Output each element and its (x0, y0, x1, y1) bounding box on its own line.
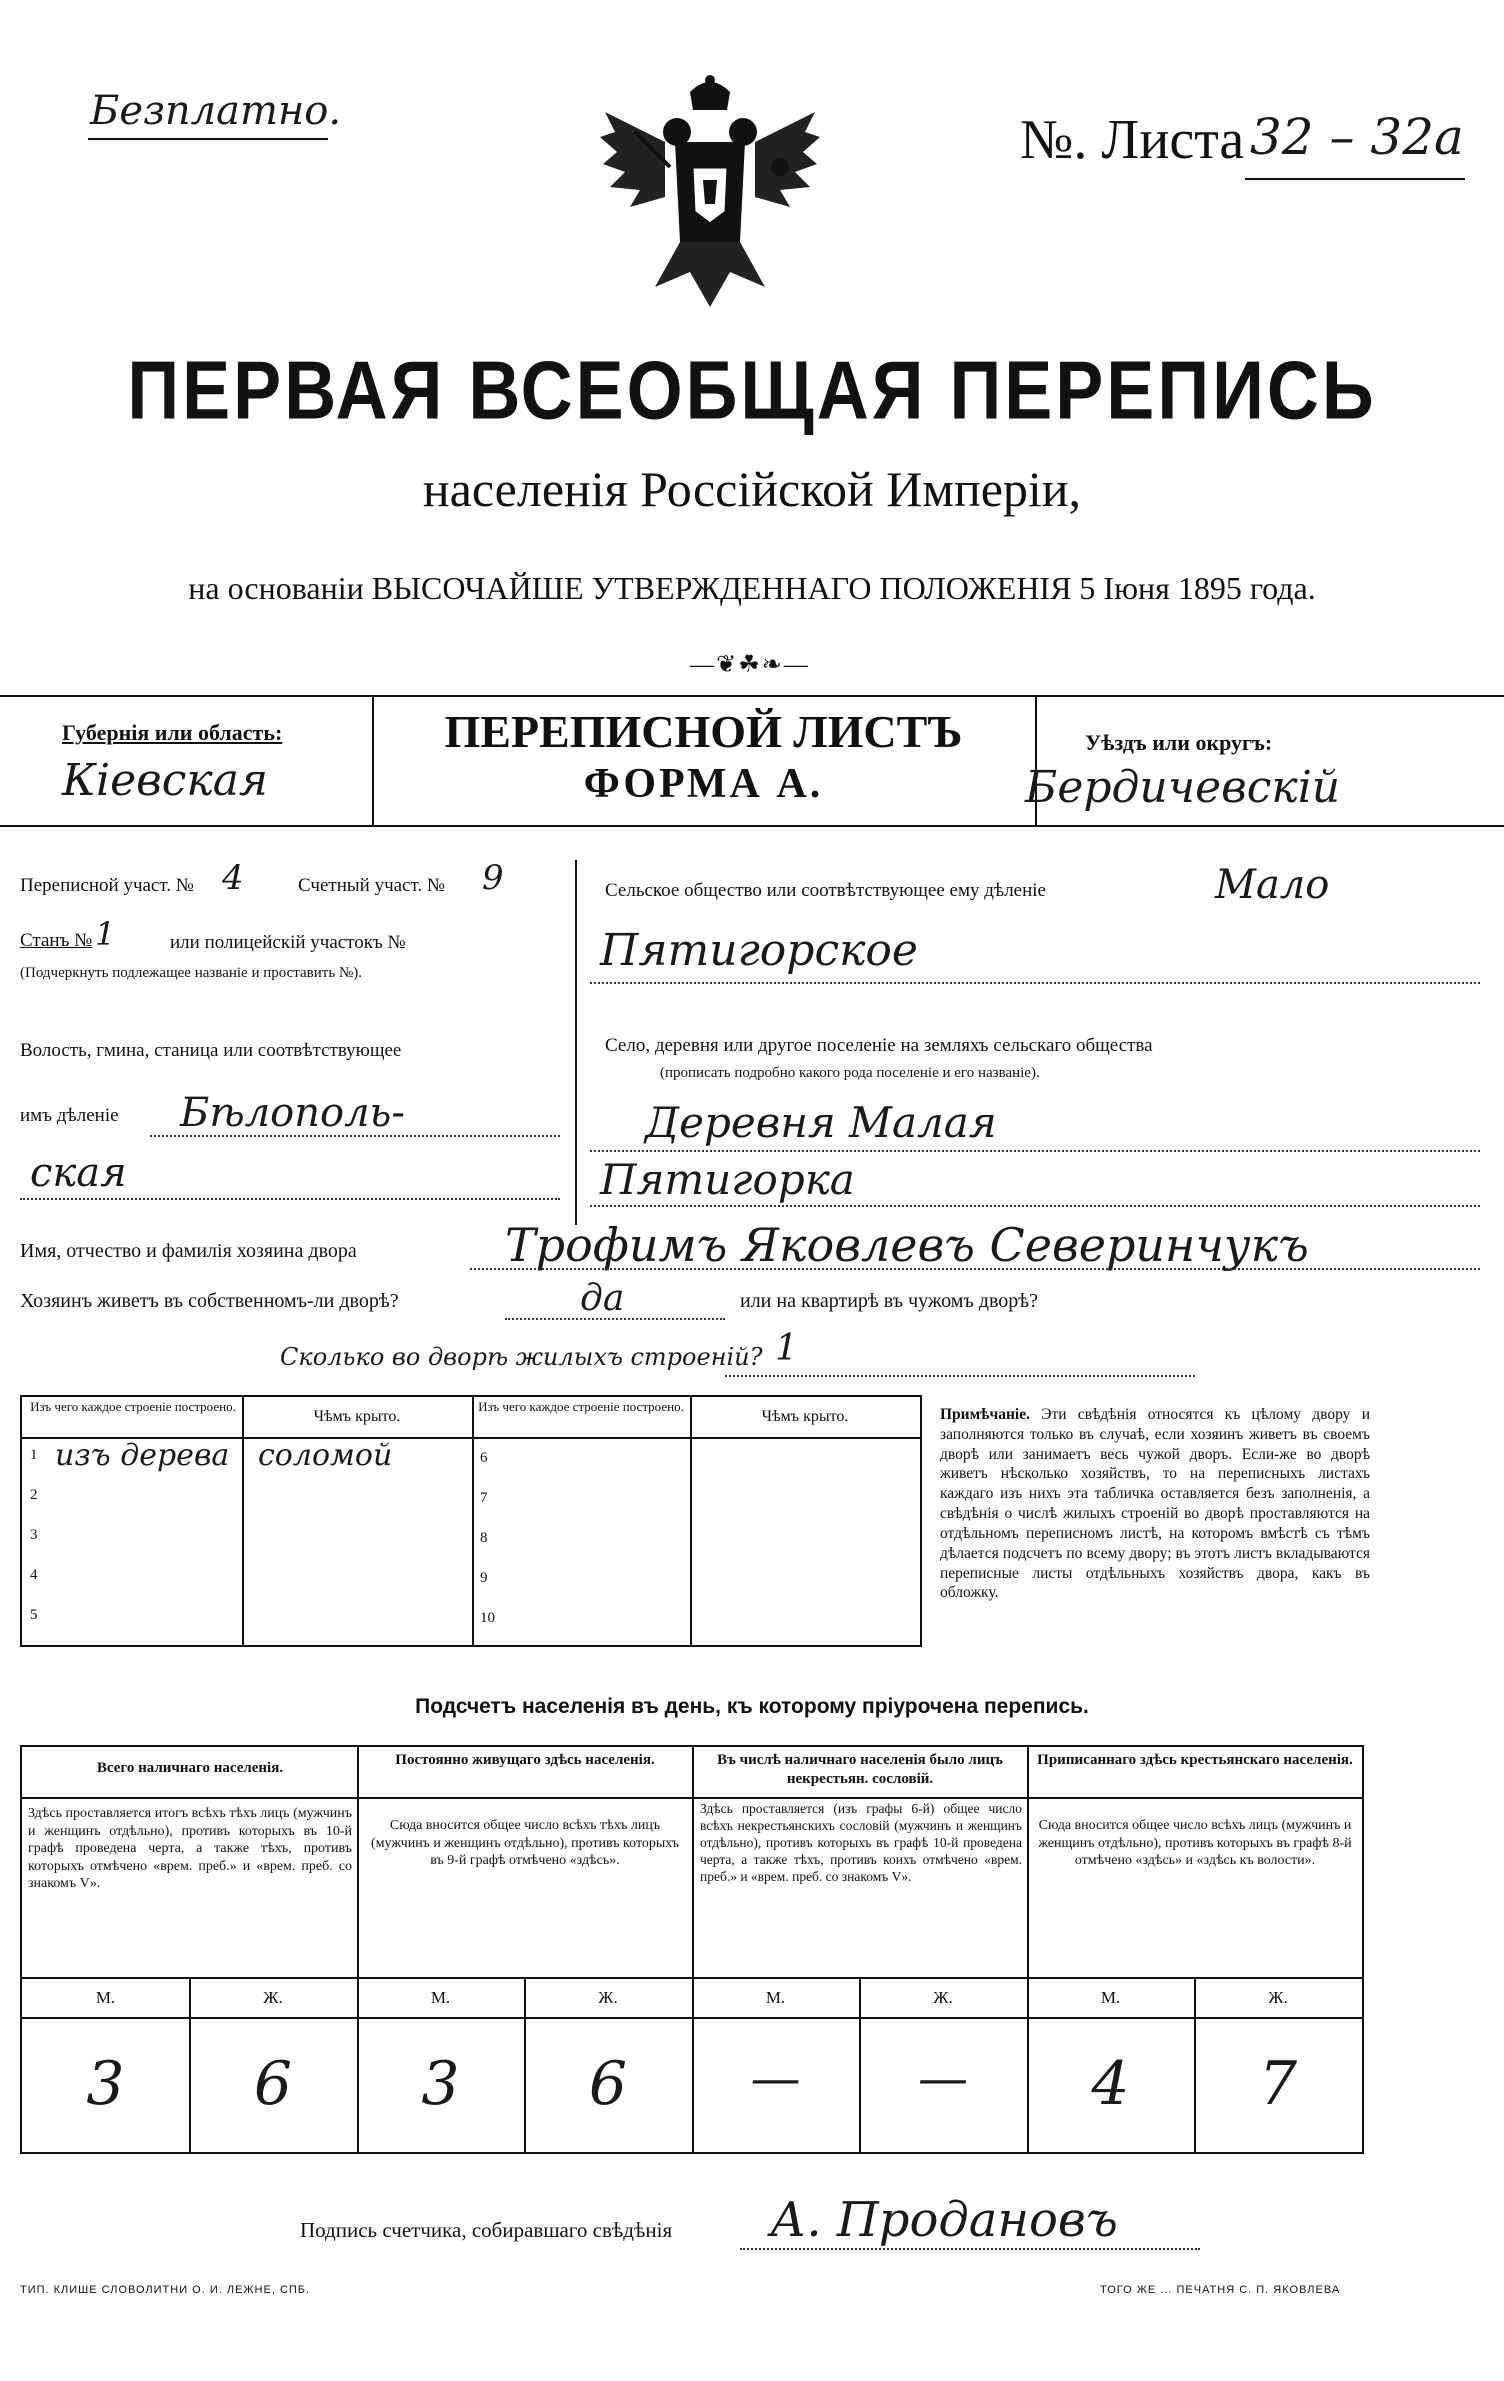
free-underline (88, 138, 328, 140)
pop-col-3-f-value: — (918, 2049, 968, 2107)
volost-value-line-2 (20, 1198, 560, 1200)
count-district-value: 9 (482, 858, 504, 898)
count-district-label: Счетный участ. № (298, 875, 445, 896)
bt-row-1-roof: соломой (258, 1438, 393, 1473)
pop-col-1-m-value: 3 (86, 2049, 125, 2119)
population-title: Подсчетъ населенія въ день, къ которому пріурочена перепись. (415, 1695, 1089, 1718)
buildings-note (940, 1405, 1370, 1603)
population-table (20, 1745, 1364, 2154)
pop-col-2-f-label: Ж. (598, 1988, 618, 2007)
census-district-value: 4 (222, 858, 244, 898)
sheet-title: ПЕРЕПИСНОЙ ЛИСТЪ (444, 706, 963, 757)
form-head-bottom-rule (0, 825, 1504, 827)
pop-col-4-desc: Сюда вносится общее число всѣхъ лицъ (мужчинъ и женщинъ отдѣльно), противъ которыхъ въ графѣ 8-й отмѣчено «здѣсь» и «здѣсь къ волости». (1038, 1818, 1352, 1868)
owner-name-label: Имя, отчество и фамилія хозяина двора (20, 1240, 357, 1262)
society-label: Сельское общество или соотвѣтствующее ему дѣленіе (605, 880, 1046, 901)
society-value-2: Пятигорское (600, 925, 918, 976)
owner-name-line (470, 1268, 1480, 1270)
bt-row-2-n: 2 (30, 1487, 38, 1503)
material-header: Изъ чего каждое строеніе построено. (30, 1399, 236, 1414)
pop-col-2-m-value: 3 (421, 2049, 460, 2119)
info-divider (575, 860, 577, 1225)
sheet-number-value: 32 – 32а (1250, 108, 1464, 166)
buildings-table-left (20, 1395, 474, 1647)
pop-col-4-f-value: 7 (1258, 2049, 1298, 2119)
bt-row-3-n: 3 (30, 1527, 38, 1543)
bt-row-9-n: 9 (480, 1570, 488, 1586)
form-name: ФОРМА А. (583, 761, 824, 807)
sheet-number-underline (1245, 178, 1465, 180)
printer-mark-left: ТИП. КЛИШЕ СЛОВОЛИТНИ О. И. ЛЕЖНЕ, СПБ. (20, 2284, 311, 2296)
own-yard-value: да (580, 1278, 625, 1319)
stan-label: Станъ № (20, 930, 93, 951)
volost-value-line-1 (150, 1135, 560, 1137)
volost-label-2: имъ дѣленіе (20, 1105, 119, 1126)
bt-row-7-n: 7 (480, 1490, 488, 1506)
note-title: Примѣчаніе. (940, 1406, 1030, 1423)
ornament-divider: ―❦☘❧― (690, 652, 810, 678)
bt-row-5-n: 5 (30, 1607, 38, 1623)
census-district-label: Переписной участ. № (20, 875, 194, 896)
pop-col-4-f-label: Ж. (1268, 1988, 1288, 2007)
stan-note: (Подчеркнуть подлежащее названіе и проставить №). (20, 965, 362, 981)
police-district-label: или полицейскій участокъ № (170, 932, 406, 953)
printer-mark-right: ТОГО ЖЕ ... ПЕЧАТНЯ С. П. ЯКОВЛЕВА (1100, 2284, 1341, 2296)
bt-row-1-n: 1 (30, 1447, 38, 1463)
buildings-count-label: Сколько во дворѣ жилыхъ строеній? (280, 1343, 763, 1371)
buildings-count-line (725, 1375, 1195, 1377)
note-text: Эти свѣдѣнія относятся къ цѣлому двору и заполняются только въ случаѣ, если хозяинъ живетъ въ своемъ дворѣ или занимаетъ весь чужой дворъ. Если-же во дворѣ живетъ нѣсколько хозяйствъ, то на переписныхъ листахъ каждаго изъ нихъ эта табличка оставляется безъ заполненія, а свѣдѣнія о числѣ жилыхъ строеній во дворѣ проставляются на отдѣльномъ переписномъ листѣ, на которомъ вмѣстѣ съ тѣмъ дѣлается подсчетъ по всему двору; въ этотъ листъ вкладываются переписные листы отдѣльныхъ хозяйствъ двора, какъ въ обложку. (940, 1406, 1371, 1602)
sheet-number-label: №. Листа (1020, 109, 1245, 171)
buildings-table-right (470, 1395, 922, 1647)
pop-col-2-desc: Сюда вносится общее число всѣхъ тѣхъ лицъ (мужчинъ и женщинъ отдѣльно), противъ которыхъ въ 9-й графѣ отмѣчено «здѣсь». (371, 1818, 679, 1868)
pop-col-4-m-value: 4 (1091, 2049, 1130, 2119)
pop-col-4-m-label: М. (1100, 1988, 1121, 2007)
pop-col-3-head: Въ числѣ наличнаго населенія было лицъ некрестьян. сословій. (717, 1752, 1003, 1787)
bt-row-8-n: 8 (480, 1530, 488, 1546)
stan-value: 1 (95, 915, 116, 953)
pop-col-4-head: Приписаннаго здѣсь крестьянскаго населенія. (1037, 1752, 1353, 1768)
own-yard-label: Хозяинъ живетъ въ собственномъ-ли дворѣ? (20, 1290, 399, 1312)
roof-header-2: Чѣмъ крыто. (761, 1408, 849, 1425)
village-label: Село, деревня или другое поселеніе на земляхъ сельскаго общества (605, 1035, 1153, 1056)
pop-col-2-m-label: М. (430, 1988, 451, 2007)
bt-row-1-material: изъ дерева (55, 1438, 230, 1473)
village-value-1: Деревня Малая (645, 1098, 997, 1147)
own-yard-line (505, 1318, 725, 1320)
owner-name-value: Трофимъ Яковлевъ Северинчукъ (505, 1218, 1309, 1272)
rented-yard-label: или на квартирѣ въ чужомъ дворѣ? (740, 1290, 1039, 1312)
society-value-line (590, 982, 1480, 984)
volost-value-1: Бѣлополь- (180, 1090, 405, 1136)
pop-col-1-f-label: Ж. (263, 1988, 283, 2007)
free-label: Безплатно. (90, 88, 342, 134)
signature-label: Подпись счетчика, собиравшаго свѣдѣнія (300, 2218, 673, 2242)
volost-value-2: ская (30, 1150, 127, 1196)
uezd-value: Бердичевскій (1025, 762, 1341, 813)
volost-label: Волость, гмина, станица или соотвѣтствующее (20, 1040, 402, 1061)
imperial-eagle-emblem (595, 72, 825, 312)
pop-col-2-head: Постоянно живущаго здѣсь населенія. (395, 1752, 655, 1768)
bt-row-4-n: 4 (30, 1567, 38, 1583)
roof-header: Чѣмъ крыто. (313, 1408, 401, 1425)
pop-col-1-head: Всего наличнаго населенія. (96, 1760, 284, 1776)
pop-col-1-m-label: М. (95, 1988, 116, 2007)
pop-col-3-m-value: — (750, 2049, 801, 2107)
gubernia-value: Кіевская (62, 755, 269, 806)
pop-col-3-desc: Здѣсь проставляется (изъ графы 6-й) общее число всѣхъ некрестьянскихъ сословій (мужчинъ и женщинъ отдѣльно), противъ которыхъ въ графѣ 10-й проведена черта, а также тѣхъ, противъ коихъ отмѣчено «врем. преб.» и «врем. преб. со знакомъ V». (700, 1801, 1022, 1884)
village-note: (прописать подробно какого рода поселеніе и его названіе). (660, 1065, 1040, 1081)
village-value-line-1 (590, 1150, 1480, 1152)
pop-col-1-desc: Здѣсь проставляется итогъ всѣхъ тѣхъ лицъ (мужчинъ и женщинъ отдѣльно), противъ которыхъ въ 10-й графѣ проведена черта, а также тѣхъ, противъ которыхъ отмѣчено «врем. преб.» и «врем. преб. со знакомъ V». (28, 1806, 352, 1891)
pop-col-3-f-label: Ж. (933, 1988, 953, 2007)
village-value-2: Пятигорка (600, 1155, 855, 1204)
form-top-rule (0, 695, 1504, 697)
bt-row-10-n: 10 (480, 1610, 495, 1626)
signature-line (740, 2248, 1200, 2250)
bt-row-6-n: 6 (480, 1450, 488, 1466)
census-subtitle: населенія Россійской Имперіи, (422, 461, 1082, 517)
pop-col-1-f-value: 6 (253, 2049, 293, 2119)
buildings-count-value: 1 (775, 1328, 798, 1369)
uezd-label: Уѣздъ или округъ: (1085, 730, 1273, 755)
material-header-2: Изъ чего каждое строеніе построено. (478, 1399, 684, 1414)
signature-value: А. Продановъ (770, 2192, 1118, 2248)
gubernia-label: Губернія или область: (62, 720, 283, 745)
pop-col-2-f-value: 6 (588, 2049, 628, 2119)
village-value-line-2 (590, 1205, 1480, 1207)
pop-col-3-m-label: М. (765, 1988, 786, 2007)
census-basis: на основаніи ВЫСОЧАЙШЕ УТВЕРЖДЕННАГО ПОЛОЖЕНІЯ 5 Іюня 1895 года. (188, 570, 1316, 606)
society-value-1: Мало (1215, 862, 1330, 908)
census-title: ПЕРВАЯ ВСЕОБЩАЯ ПЕРЕПИСЬ (127, 345, 1377, 437)
